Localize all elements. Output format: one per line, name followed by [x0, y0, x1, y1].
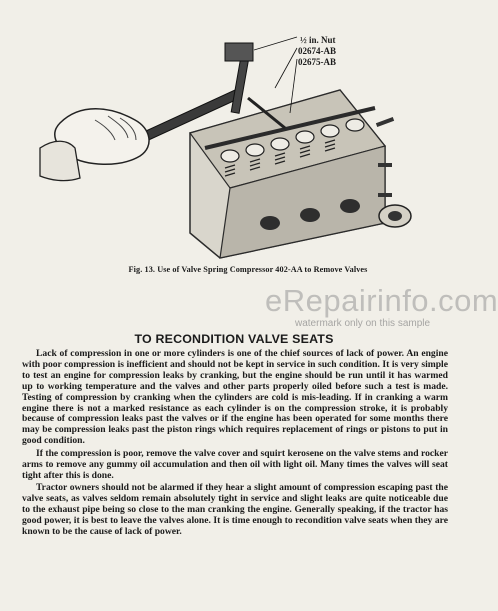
- watermark-note: watermark only on this sample: [295, 318, 431, 329]
- figure-callouts: [298, 35, 336, 68]
- callout-leaders: [254, 37, 297, 113]
- paragraph-tractor-owners: Tractor owners should not be alarmed if they hear a slight amount of compression escaping past the valve seats, as valves seldom remain absolutely tight in service and slight leaks are quite noticeable due to the exhaust pipe being so close to the man cranking the engine. Generally speaking, if the tractor has good power, it is best to leave the valves alone. It is time enough to recondition valve seats when they are known to be the cause of lack of power.: [22, 481, 448, 537]
- callout-part-number-1: 02674-AB: [298, 46, 336, 56]
- valve-spring-compressor-illustration: [40, 28, 440, 263]
- paragraph-compression-sources: Lack of compression in one or more cylinders is one of the chief sources of lack of power. An engine with poor compression is inefficient and should not be kept in service in such condition. It is very simple to test an engine for compression leaks by cranking, but the engine should be run until it has warmed up to working temperature and the valves and other parts properly oiled before such a test is made. Testing of compression by cranking when the cylinders are cold is mis-leading. If in cranking a warm engine there is not a marked resistance as each cylinder is on the compression stroke, it is probably because of compression leaks past the valves or if the engine has been operated for some months there may be compression leaks past the piston rings which requires replacement of rings or pistons to put in good condition.: [22, 348, 448, 447]
- figure-caption: Fig. 13. Use of Valve Spring Compressor 402-AA to Remove Valves: [128, 265, 368, 274]
- paragraph-kerosene-treatment: If the compression is poor, remove the valve cover and squirt kerosene on the valve stems and rocker arms to remove any gummy oil accumulation and then oil with light oil. Many times the valves will seat tight after this is done.: [22, 448, 448, 481]
- body-text: [22, 349, 448, 539]
- watermark-text: eRepairinfo.com: [265, 283, 498, 318]
- section-title: TO RECONDITION VALVE SEATS: [134, 332, 334, 346]
- callout-part-number-2: 02675-AB: [298, 57, 336, 67]
- callout-nut-size: ½ in. Nut: [300, 35, 336, 45]
- hand-illustration: [40, 109, 149, 181]
- cylinder-head: [190, 90, 411, 258]
